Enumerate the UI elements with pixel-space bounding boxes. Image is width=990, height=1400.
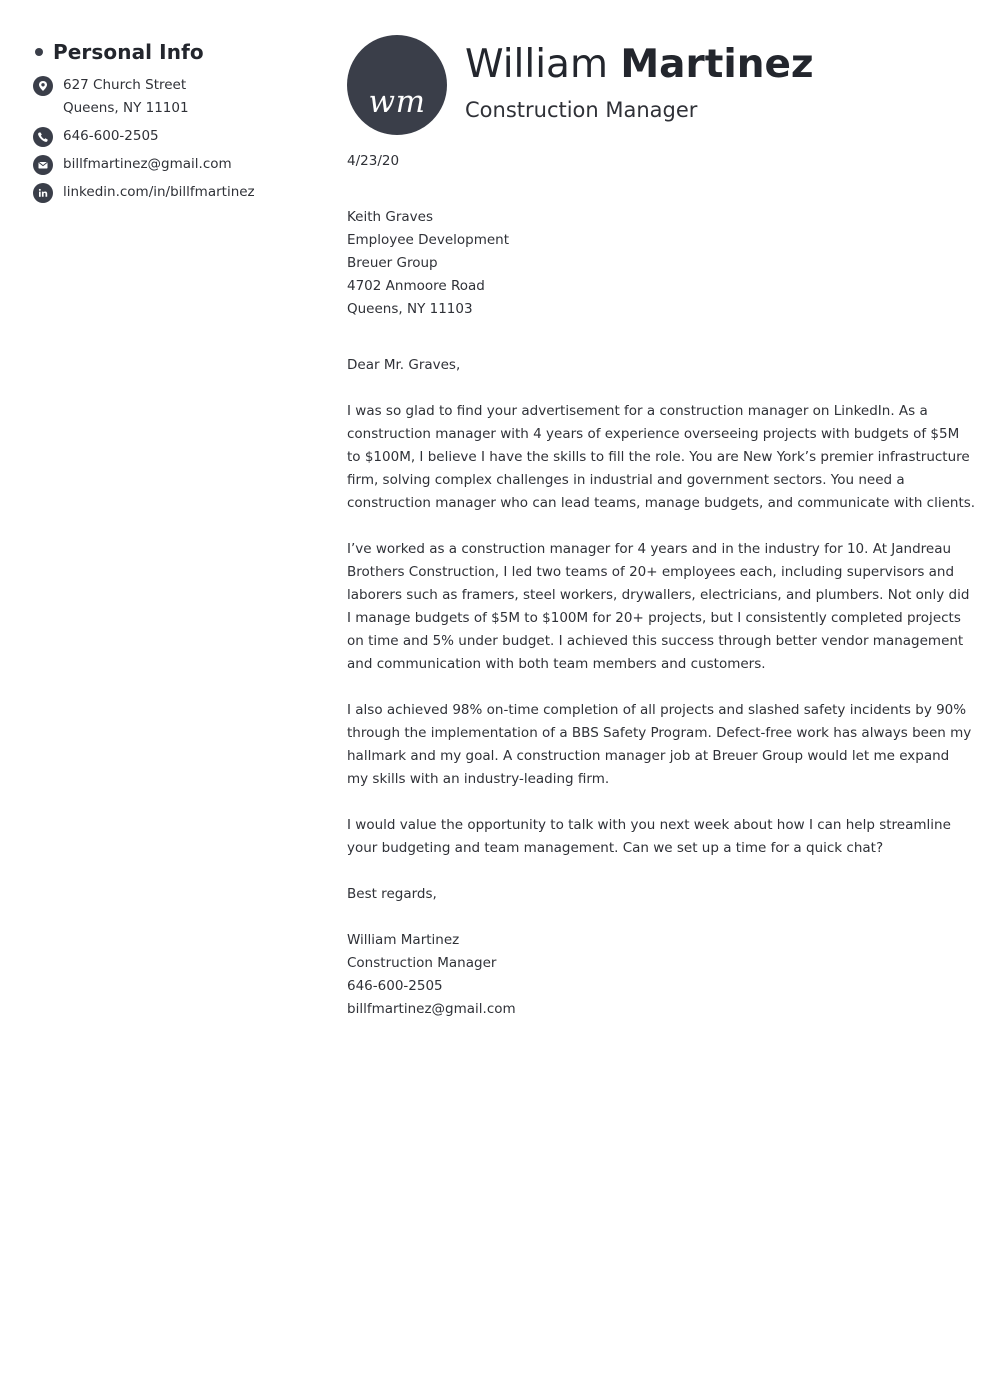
recipient-city: Queens, NY 11103	[347, 301, 473, 317]
contact-address	[33, 74, 323, 120]
signature-name: William Martinez	[347, 932, 460, 948]
paragraph-4	[347, 814, 959, 860]
first-name: William	[465, 42, 608, 87]
closing: Best regards,	[347, 886, 437, 902]
address-line-1: 627 Church Street	[63, 77, 187, 93]
paragraph-line: to $100M, I believe I have the skills to fill the role. You are New York’s premier infrastructure	[347, 449, 970, 465]
contact-email	[33, 153, 323, 176]
paragraph-line: my skills with an industry-leading firm.	[347, 771, 610, 787]
paragraph-line: construction manager who can lead teams, manage budgets, and communicate with clients.	[347, 495, 976, 511]
paragraph-line: Brothers Construction, I led two teams of 20+ employees each, including supervisors and	[347, 564, 955, 580]
recipient-street: 4702 Anmoore Road	[347, 278, 485, 294]
location-icon	[33, 76, 53, 96]
signature-email[interactable]: billfmartinez@gmail.com	[347, 1001, 516, 1017]
contact-phone	[33, 125, 323, 148]
recipient-company: Breuer Group	[347, 255, 438, 271]
recipient-block	[347, 206, 959, 321]
personal-info-sidebar	[33, 38, 323, 209]
monogram-initials: wm	[368, 84, 426, 120]
signature-phone: 646-600-2505	[347, 978, 443, 994]
letter-date: 4/23/20	[347, 153, 400, 169]
email-address[interactable]: billfmartinez@gmail.com	[63, 156, 232, 172]
sidebar-title: Personal Info	[53, 40, 204, 64]
monogram-avatar	[347, 35, 447, 135]
paragraph-line: I would value the opportunity to talk with you next week about how I can help streamline	[347, 817, 951, 833]
paragraph-2	[347, 538, 970, 676]
paragraph-line: through the implementation of a BBS Safety Program. Defect-free work has always been my	[347, 725, 972, 741]
linkedin-url[interactable]: linkedin.com/in/billfmartinez	[63, 184, 255, 200]
recipient-name: Keith Graves	[347, 209, 433, 225]
linkedin-icon	[33, 183, 53, 203]
recipient-department: Employee Development	[347, 232, 510, 248]
phone-number: 646-600-2505	[63, 128, 159, 144]
paragraph-line: hallmark and my goal. A construction manager job at Breuer Group would let me expand	[347, 748, 950, 764]
sidebar-heading	[33, 38, 323, 66]
salutation: Dear Mr. Graves,	[347, 357, 461, 373]
letter-header	[347, 35, 957, 135]
paragraph-line: I also achieved 98% on-time completion of all projects and slashed safety incidents by 90%	[347, 702, 967, 718]
signature-title: Construction Manager	[347, 955, 497, 971]
paragraph-line: on time and 5% under budget. I achieved this success through better vendor management	[347, 633, 964, 649]
paragraph-line: and communication with both team members and customers.	[347, 656, 766, 672]
paragraph-3	[347, 699, 972, 791]
address-line-2: Queens, NY 11101	[63, 100, 189, 116]
paragraph-line: your budgeting and team management. Can we set up a time for a quick chat?	[347, 840, 884, 856]
job-title: Construction Manager	[465, 98, 698, 122]
contact-linkedin	[33, 181, 323, 204]
paragraph-line: construction manager with 4 years of experience overseeing projects with budgets of $5M	[347, 426, 960, 442]
paragraph-line: firm, solving complex challenges in industrial and government sectors. You need a	[347, 472, 905, 488]
paragraph-line: I manage budgets of $5M to $100M for 20+ projects, but I consistently completed projects	[347, 610, 961, 626]
letter-body	[347, 150, 976, 1021]
applicant-name	[465, 39, 814, 91]
phone-icon	[33, 127, 53, 147]
paragraph-line: I’ve worked as a construction manager for 4 years and in the industry for 10. At Jandreau	[347, 541, 952, 557]
paragraph-1	[347, 400, 976, 515]
paragraph-line: I was so glad to find your advertisement for a construction manager on LinkedIn. As a	[347, 403, 928, 419]
paragraph-line: laborers such as framers, steel workers, drywallers, electricians, and plumbers. Not only did	[347, 587, 970, 603]
bullet-icon	[35, 48, 43, 56]
signature-block	[347, 929, 959, 1021]
email-icon	[33, 155, 53, 175]
last-name: Martinez	[620, 42, 814, 87]
